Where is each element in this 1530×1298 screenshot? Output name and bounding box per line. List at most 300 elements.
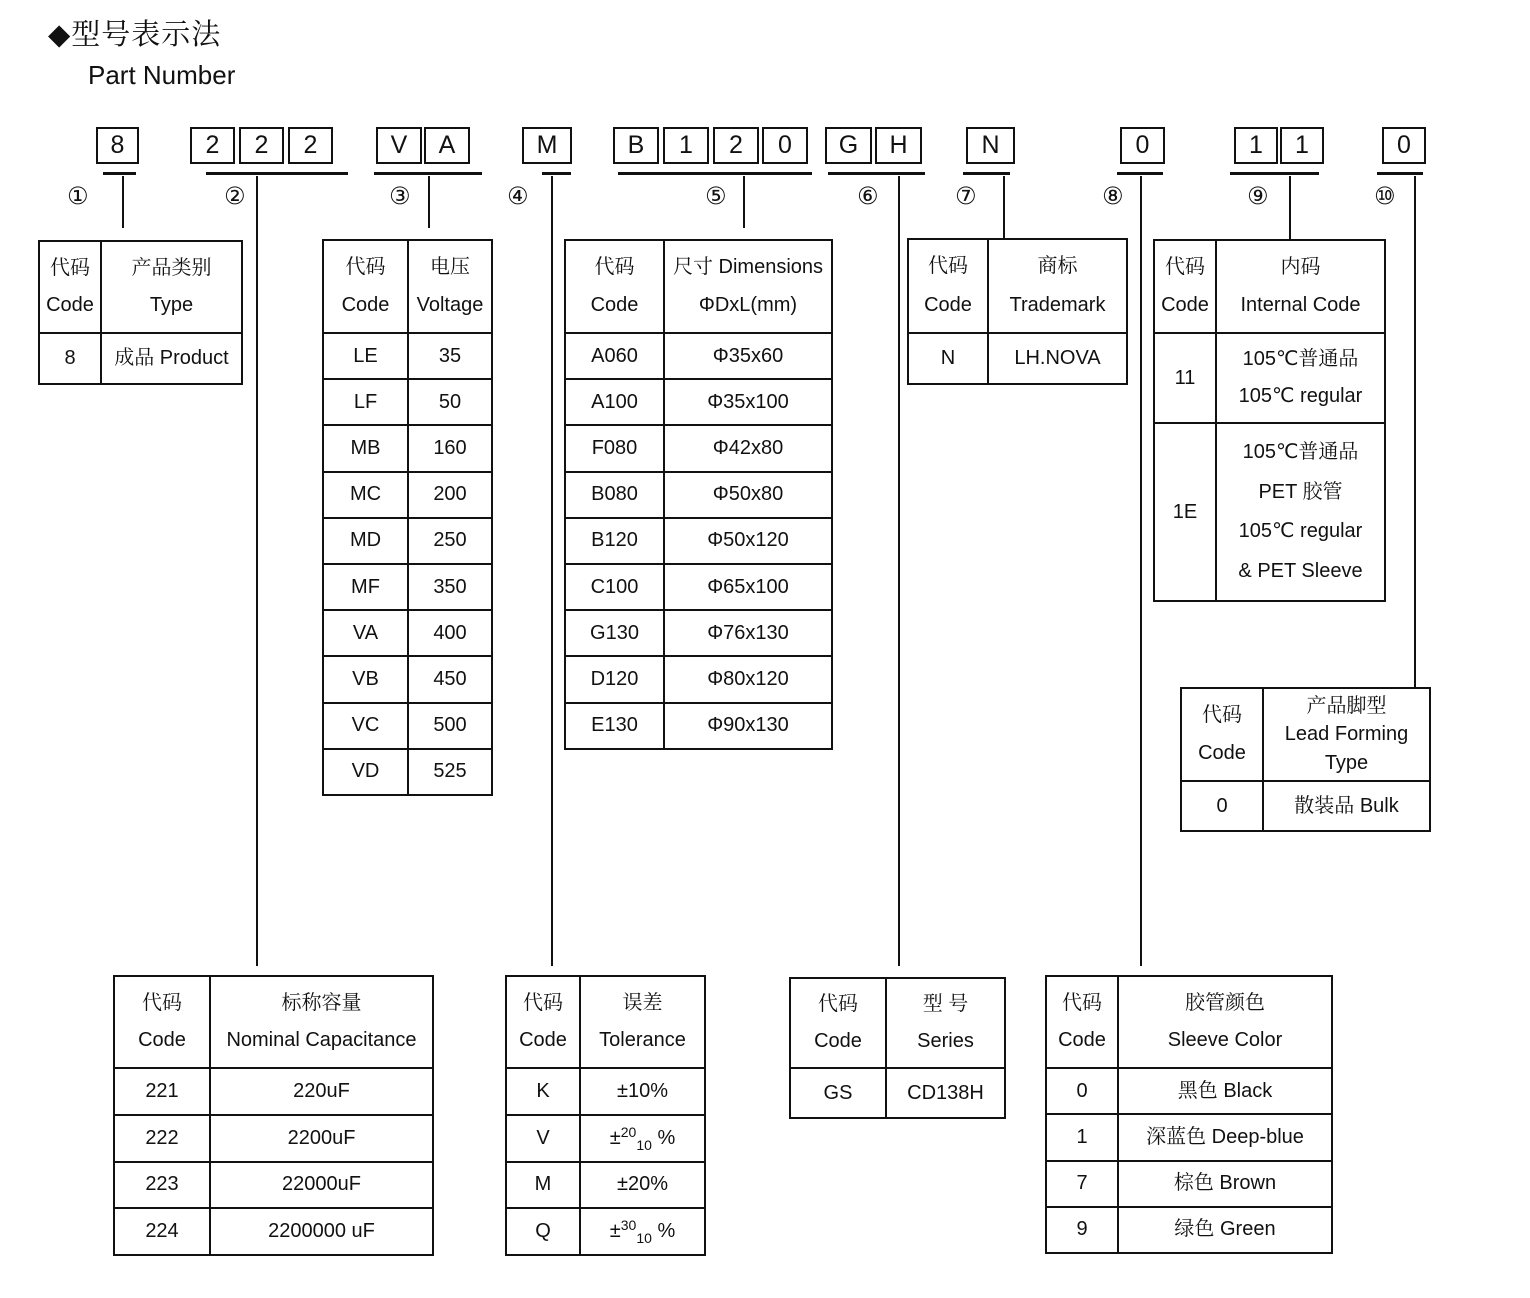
- table-row: [507, 1067, 704, 1114]
- table-row: [566, 378, 831, 424]
- cell-line: PET 胶管: [1258, 480, 1343, 503]
- cell-text: V: [536, 1126, 550, 1149]
- data-cell: [409, 519, 491, 563]
- cell-text: C100: [590, 575, 639, 598]
- data-cell: [409, 657, 491, 701]
- part-number-char-box: [825, 127, 872, 164]
- table-header-row: [507, 977, 704, 1067]
- cell-text: 7: [1076, 1172, 1088, 1195]
- data-cell: [115, 1163, 211, 1208]
- header-cell: [1155, 241, 1217, 332]
- connector-line: [256, 176, 258, 966]
- data-cell: [1217, 424, 1384, 600]
- cell-text: 35: [438, 344, 462, 367]
- data-cell: [665, 704, 831, 748]
- header-line: Code: [341, 294, 390, 316]
- header-line: Code: [814, 1030, 862, 1052]
- cell-text: MD: [349, 529, 382, 552]
- header-line: Sleeve Color: [1167, 1029, 1283, 1052]
- data-cell: [324, 334, 409, 378]
- cell-text: ±10%: [616, 1079, 668, 1102]
- header-line: 代码: [928, 255, 968, 278]
- cell-line: & PET Sleeve: [1238, 560, 1363, 583]
- data-cell: [1264, 782, 1429, 830]
- cell-text: Φ90x130: [707, 714, 789, 737]
- cell-text: Φ35x60: [712, 344, 784, 367]
- header-cell: [566, 241, 665, 332]
- header-cell: [211, 977, 432, 1067]
- part-number-char: 0: [778, 131, 792, 159]
- table-row: [40, 332, 241, 383]
- header-line: 产品类别: [131, 256, 212, 279]
- cell-text: M: [534, 1173, 552, 1196]
- page-title-zh: ◆型号表示法: [48, 19, 222, 51]
- connector-line: [1414, 176, 1416, 687]
- header-line: Lead Forming: [1284, 723, 1409, 745]
- header-line: 代码: [1062, 991, 1102, 1014]
- header-line: 代码: [345, 256, 386, 278]
- table-lead-forming: [1180, 687, 1431, 832]
- table-row: [324, 517, 491, 563]
- header-line: 胶管颜色: [1185, 991, 1265, 1014]
- data-cell: [665, 473, 831, 517]
- part-number-char: 8: [110, 131, 125, 159]
- data-cell: [566, 334, 665, 378]
- cell-text: VA: [352, 621, 379, 644]
- data-cell: [115, 1069, 211, 1114]
- table-row: [507, 1207, 704, 1254]
- cell-text: A060: [591, 344, 638, 367]
- data-cell: [566, 380, 665, 424]
- table-row: [324, 332, 491, 378]
- data-cell: [1119, 1115, 1331, 1159]
- data-cell: [566, 426, 665, 470]
- cell-text: 深蓝色 Deep-blue: [1146, 1125, 1304, 1148]
- table-product-type: [38, 240, 243, 385]
- table-row: [566, 332, 831, 378]
- cell-line: 105℃ regular: [1238, 520, 1363, 543]
- cell-line: 105℃ regular: [1238, 385, 1363, 407]
- part-number-char-box: [239, 127, 284, 164]
- data-cell: [581, 1116, 704, 1161]
- cell-text: 220uF: [293, 1079, 350, 1102]
- cell-text: 450: [433, 667, 467, 690]
- header-cell: [581, 977, 704, 1067]
- data-cell: [1119, 1208, 1331, 1252]
- data-cell: [1047, 1115, 1119, 1159]
- segment-underline: [1117, 172, 1163, 175]
- cell-text: MB: [350, 436, 381, 459]
- data-cell: [409, 426, 491, 470]
- header-line: Code: [1058, 1029, 1106, 1052]
- table-header-row: [115, 977, 432, 1067]
- cell-text: LH.NOVA: [1014, 347, 1101, 369]
- connector-line: [898, 176, 900, 966]
- header-line: 代码: [142, 991, 182, 1014]
- cell-text: A100: [591, 390, 638, 413]
- data-cell: [324, 657, 409, 701]
- table-row: [1047, 1113, 1331, 1159]
- part-number-char: M: [536, 131, 558, 159]
- header-cell: [909, 240, 989, 332]
- part-number-char: 1: [1295, 131, 1309, 159]
- data-cell: [665, 334, 831, 378]
- header-line: 型 号: [922, 993, 969, 1015]
- table-header-row: [909, 240, 1126, 332]
- segment-underline: [103, 172, 136, 175]
- cell-text: G130: [590, 621, 639, 644]
- data-cell: [665, 611, 831, 655]
- cell-line: 105℃普通品: [1242, 348, 1359, 370]
- cell-text: 50: [438, 390, 462, 413]
- segment-number-label: ③: [389, 183, 411, 210]
- table-row: [1047, 1067, 1331, 1113]
- data-cell: [1155, 424, 1217, 600]
- header-line: Type: [149, 294, 194, 317]
- connector-line: [1289, 176, 1291, 239]
- table-tolerance: [505, 975, 706, 1256]
- table-row: [507, 1114, 704, 1161]
- table-row: [115, 1161, 432, 1208]
- data-cell: [324, 611, 409, 655]
- cell-text: 400: [433, 621, 467, 644]
- segment-number-label: ⑥: [857, 183, 879, 210]
- cell-text: 黑色 Black: [1177, 1079, 1273, 1102]
- data-cell: [566, 473, 665, 517]
- segment-number-label: ⑦: [955, 183, 977, 210]
- table-header-row: [791, 979, 1004, 1067]
- plus-minus-sign: ±: [609, 1220, 621, 1243]
- cell-text: MF: [351, 575, 380, 598]
- connector-line: [1003, 176, 1005, 238]
- header-cell: [409, 241, 491, 332]
- cell-text: MC: [349, 483, 382, 506]
- header-line: Internal Code: [1240, 294, 1361, 316]
- header-line: Tolerance: [599, 1029, 686, 1052]
- table-row: [1155, 422, 1384, 600]
- cell-text: Φ42x80: [712, 436, 784, 459]
- data-cell: [1155, 334, 1217, 422]
- part-number-char-box: [762, 127, 808, 164]
- header-line: 商标: [1037, 255, 1078, 278]
- cell-text: 224: [145, 1220, 179, 1243]
- table-row: [1155, 332, 1384, 422]
- part-number-char-box: [96, 127, 139, 164]
- header-line: Code: [590, 294, 639, 316]
- data-cell: [409, 565, 491, 609]
- cell-text: 0: [1076, 1079, 1088, 1102]
- table-row: [115, 1207, 432, 1254]
- header-cell: [324, 241, 409, 332]
- header-line: 代码: [1165, 256, 1205, 278]
- table-header-row: [40, 242, 241, 332]
- table-row: [566, 702, 831, 748]
- part-number-char: B: [627, 131, 645, 159]
- cell-text: 1E: [1172, 500, 1198, 523]
- segment-number-label: ⑤: [705, 183, 727, 210]
- part-number-char: 2: [254, 131, 269, 159]
- data-cell: [409, 611, 491, 655]
- table-header-row: [1047, 977, 1331, 1067]
- data-cell: [324, 473, 409, 517]
- header-line: Code: [924, 293, 972, 316]
- percent-sign: %: [651, 1220, 676, 1243]
- cell-text: ±20%: [616, 1173, 668, 1196]
- data-cell: [1047, 1069, 1119, 1113]
- data-cell: [507, 1209, 581, 1254]
- segment-number-label: ④: [507, 183, 529, 210]
- tolerance-upper-limit: 20: [620, 1123, 637, 1140]
- table-row: [566, 563, 831, 609]
- part-number-char: H: [889, 131, 908, 159]
- part-number-char: 2: [303, 131, 318, 159]
- data-cell: [791, 1069, 887, 1117]
- part-number-char-box: [875, 127, 922, 164]
- header-line: Series: [917, 1030, 974, 1052]
- table-row: [115, 1114, 432, 1161]
- data-cell: [1047, 1208, 1119, 1252]
- data-cell: [324, 519, 409, 563]
- header-line: 代码: [1202, 704, 1242, 726]
- header-line: Code: [46, 294, 94, 317]
- segment-number-label: ①: [67, 183, 89, 210]
- cell-text: 8: [64, 347, 76, 369]
- table-sleeve-color: [1045, 975, 1333, 1254]
- data-cell: [581, 1209, 704, 1254]
- header-line: Nominal Capacitance: [226, 1029, 417, 1052]
- part-number-char-box: [1120, 127, 1165, 164]
- header-cell: [665, 241, 831, 332]
- table-voltage: [322, 239, 493, 796]
- part-number-char: 0: [1397, 131, 1411, 159]
- header-cell: [1264, 689, 1429, 780]
- cell-text: CD138H: [907, 1081, 984, 1104]
- data-cell: [211, 1163, 432, 1208]
- segment-number-label: ②: [224, 183, 246, 210]
- header-cell: [507, 977, 581, 1067]
- header-cell: [989, 240, 1126, 332]
- connector-line: [743, 176, 745, 228]
- cell-text: 0: [1216, 794, 1228, 817]
- cell-text: 350: [433, 575, 467, 598]
- table-row: [566, 517, 831, 563]
- data-cell: [115, 1116, 211, 1161]
- table-row: [324, 471, 491, 517]
- data-cell: [211, 1116, 432, 1161]
- header-line: 尺寸 Dimensions: [672, 256, 824, 278]
- part-number-char-box: [288, 127, 333, 164]
- data-cell: [566, 657, 665, 701]
- data-cell: [507, 1116, 581, 1161]
- cell-text: D120: [590, 667, 639, 690]
- part-number-char: N: [981, 131, 1000, 159]
- table-row: [324, 702, 491, 748]
- cell-text: N: [940, 347, 956, 369]
- data-cell: [324, 426, 409, 470]
- cell-text: 200: [433, 483, 467, 506]
- header-cell: [791, 979, 887, 1067]
- part-number-char-box: [376, 127, 422, 164]
- part-number-char: 2: [729, 131, 743, 159]
- cell-text: LE: [353, 344, 378, 367]
- table-row: [324, 609, 491, 655]
- header-line: Voltage: [416, 294, 484, 316]
- header-line: 内码: [1280, 256, 1321, 278]
- segment-underline: [374, 172, 482, 175]
- header-cell: [1047, 977, 1119, 1067]
- data-cell: [566, 519, 665, 563]
- table-header-row: [1182, 689, 1429, 780]
- part-number-char: 0: [1135, 131, 1150, 159]
- part-number-char-box: [1280, 127, 1324, 164]
- percent-sign: %: [651, 1126, 676, 1149]
- cell-text: 222: [145, 1126, 179, 1149]
- part-number-char-box: [190, 127, 235, 164]
- data-cell: [409, 473, 491, 517]
- cell-text: Φ65x100: [707, 575, 789, 598]
- tolerance-upper-limit: 30: [620, 1217, 637, 1234]
- cell-text: 11: [1174, 366, 1196, 389]
- data-cell: [581, 1069, 704, 1114]
- header-line: 代码: [594, 256, 635, 278]
- cell-text: GS: [823, 1081, 853, 1104]
- part-number-char-box: [1382, 127, 1426, 164]
- table-row: [566, 424, 831, 470]
- table-row: [566, 609, 831, 655]
- table-row: [1047, 1160, 1331, 1206]
- data-cell: [1047, 1162, 1119, 1206]
- table-row: [507, 1161, 704, 1208]
- tolerance-value: [609, 1217, 676, 1247]
- cell-text: Φ35x100: [707, 390, 789, 413]
- cell-text: 2200uF: [287, 1126, 356, 1149]
- table-row: [909, 332, 1126, 383]
- segment-underline: [963, 172, 1010, 175]
- cell-text: Φ50x120: [707, 529, 789, 552]
- header-line: 电压: [430, 256, 470, 278]
- cell-text: 散装品 Bulk: [1294, 794, 1399, 817]
- page-title-en: Part Number: [88, 60, 236, 90]
- data-cell: [324, 750, 409, 794]
- cell-text: 成品 Product: [114, 347, 229, 369]
- cell-text: B120: [591, 529, 638, 552]
- cell-text: 250: [433, 529, 467, 552]
- segment-underline: [542, 172, 571, 175]
- cell-text: 223: [145, 1173, 179, 1196]
- connector-line: [551, 176, 553, 966]
- header-cell: [1217, 241, 1384, 332]
- tolerance-value: [609, 1123, 676, 1153]
- part-number-char: 2: [205, 131, 220, 159]
- table-nominal-capacitance: [113, 975, 434, 1256]
- data-cell: [566, 565, 665, 609]
- data-cell: [324, 565, 409, 609]
- cell-text: VC: [351, 714, 380, 737]
- cell-text: 2200000 uF: [268, 1220, 375, 1243]
- part-number-char-box: [613, 127, 659, 164]
- part-number-char: 1: [679, 131, 693, 159]
- data-cell: [40, 334, 102, 383]
- header-line: 代码: [818, 993, 858, 1015]
- header-line: 产品脚型: [1306, 694, 1387, 717]
- cell-text: 22000uF: [282, 1173, 361, 1196]
- part-number-char-box: [1234, 127, 1278, 164]
- header-line: 标称容量: [281, 991, 362, 1014]
- header-cell: [1119, 977, 1331, 1067]
- data-cell: [324, 704, 409, 748]
- cell-text: E130: [591, 714, 638, 737]
- header-line: Type: [1324, 751, 1369, 774]
- segment-number-label: ⑨: [1247, 183, 1269, 210]
- header-cell: [887, 979, 1004, 1067]
- table-header-row: [566, 241, 831, 332]
- data-cell: [665, 426, 831, 470]
- header-line: 代码: [50, 256, 90, 279]
- tolerance-lower-limit: 10: [636, 1230, 652, 1247]
- segment-number-label: ⑧: [1102, 183, 1124, 210]
- header-cell: [1182, 689, 1264, 780]
- data-cell: [989, 334, 1126, 383]
- header-line: Trademark: [1009, 293, 1106, 316]
- header-line: 代码: [523, 991, 563, 1014]
- table-internal-code: [1153, 239, 1386, 602]
- part-number-char: G: [838, 131, 859, 159]
- table-row: [324, 563, 491, 609]
- table-row: [324, 424, 491, 470]
- data-cell: [665, 657, 831, 701]
- data-cell: [581, 1163, 704, 1208]
- data-cell: [211, 1209, 432, 1254]
- table-row: [1047, 1206, 1331, 1252]
- cell-text: Φ80x120: [707, 667, 789, 690]
- table-row: [324, 748, 491, 794]
- cell-text: F080: [591, 436, 638, 459]
- cell-text: 160: [433, 436, 467, 459]
- cell-text: 绿色 Green: [1174, 1218, 1276, 1241]
- segment-underline: [1230, 172, 1319, 175]
- data-cell: [115, 1209, 211, 1254]
- part-number-char-box: [966, 127, 1015, 164]
- data-cell: [1217, 334, 1384, 422]
- part-number-char-box: [424, 127, 470, 164]
- data-cell: [102, 334, 241, 383]
- table-header-row: [1155, 241, 1384, 332]
- plus-minus-sign: ±: [609, 1126, 621, 1149]
- data-cell: [409, 380, 491, 424]
- table-row: [566, 655, 831, 701]
- part-number-char-box: [522, 127, 572, 164]
- part-number-char-box: [663, 127, 709, 164]
- connector-line: [122, 176, 124, 228]
- cell-text: Φ50x80: [712, 483, 784, 506]
- part-number-char: V: [390, 131, 408, 159]
- data-cell: [409, 704, 491, 748]
- tolerance-lower-limit: 10: [636, 1136, 652, 1153]
- data-cell: [566, 611, 665, 655]
- table-row: [115, 1067, 432, 1114]
- header-line: Code: [1161, 294, 1209, 316]
- cell-text: Φ76x130: [707, 621, 789, 644]
- segment-underline: [618, 172, 812, 175]
- cell-text: 525: [433, 760, 467, 783]
- cell-text: VD: [351, 760, 380, 783]
- data-cell: [211, 1069, 432, 1114]
- header-line: ΦDxL(mm): [698, 294, 798, 316]
- connector-line: [1140, 176, 1142, 966]
- data-cell: [409, 334, 491, 378]
- cell-text: LF: [353, 390, 378, 413]
- data-cell: [409, 750, 491, 794]
